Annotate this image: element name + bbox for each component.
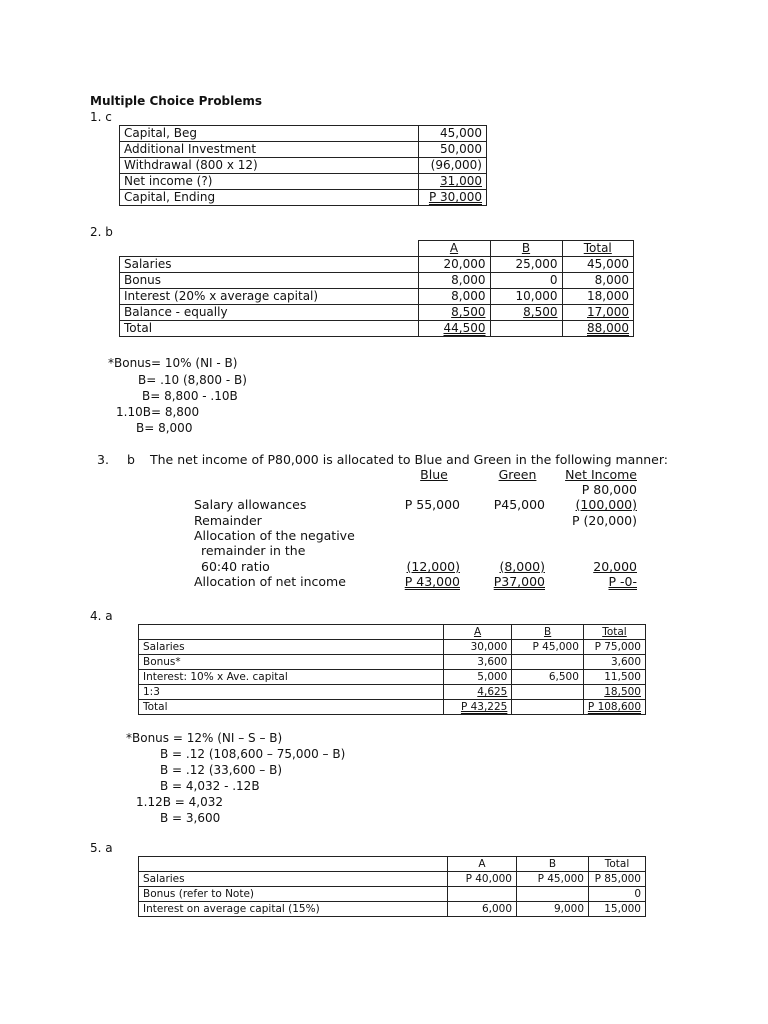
p3-row-net: (100,000) [575, 497, 637, 512]
p3-header-net: Net Income [565, 467, 637, 482]
table-row: Total P 43,225 P 108,600 [139, 700, 646, 715]
table-row: Salaries P 40,000 P 45,000 P 85,000 [139, 872, 646, 887]
table-row: A B Total [139, 857, 646, 872]
table-row: Interest: 10% x Ave. capital 5,000 6,500 11,500 [139, 670, 646, 685]
p3-top-total: P 80,000 [581, 482, 637, 497]
p4-note-2: B = .12 (108,600 – 75,000 – B) [160, 747, 346, 761]
p3-row-desc: remainder in the [201, 543, 306, 558]
p2-note-1: *Bonus= 10% (NI - B) [108, 356, 238, 370]
table-row: Bonus 8,000 0 8,000 [120, 273, 634, 289]
p2-note-2: B= .10 (8,800 - B) [138, 373, 247, 387]
p3-row-net: 20,000 [593, 559, 637, 574]
p4-note-5: 1.12B = 4,032 [136, 795, 223, 809]
table-row: A B Total [120, 241, 634, 257]
p3-row-desc: Allocation of the negative [194, 528, 355, 543]
p3-row-desc: 60:40 ratio [201, 559, 270, 574]
p3-row-blue: (12,000) [406, 559, 460, 574]
p2-note-5: B= 8,000 [136, 421, 193, 435]
p3-row-green: P37,000 [493, 574, 545, 589]
problem-4-label: 4. a [90, 609, 113, 623]
problem-3-intro: The net income of P80,000 is allocated to Blue and Green in the following manner: [150, 452, 668, 467]
problem-1-table [119, 125, 487, 206]
table-row: A B Total [139, 625, 646, 640]
problem-5-label: 5. a [90, 841, 113, 855]
p2-note-4: 1.10B= 8,800 [116, 405, 200, 419]
p4-note-6: B = 3,600 [160, 811, 221, 825]
p4-note-3: B = .12 (33,600 – B) [160, 763, 283, 777]
table-row: Bonus* 3,600 3,600 [139, 655, 646, 670]
table-row: Total 44,500 88,000 [120, 321, 634, 337]
p3-row-blue: P 55,000 [404, 497, 460, 512]
page-heading: Multiple Choice Problems [90, 94, 263, 108]
table-row: Additional Investment 50,000 [120, 142, 487, 158]
p3-row-net: P -0- [608, 574, 637, 589]
p3-row-green: P45,000 [493, 497, 545, 512]
table-row: Capital, Ending P 30,000 [120, 190, 487, 206]
problem-3-answer: b [127, 452, 135, 467]
p3-header-blue: Blue [420, 467, 448, 482]
problem-2-label: 2. b [90, 225, 113, 239]
p4-note-1: *Bonus = 12% (NI – S – B) [126, 731, 283, 745]
table-row: Bonus (refer to Note) 0 [139, 887, 646, 902]
p3-row-green: (8,000) [499, 559, 545, 574]
table-row: Capital, Beg 45,000 [120, 126, 487, 142]
problem-2-table [119, 240, 634, 337]
p2-note-3: B= 8,800 - .10B [142, 389, 238, 403]
p3-row-desc: Salary allowances [194, 497, 307, 512]
problem-3-number: 3. [97, 452, 109, 467]
table-row: Salaries 30,000 P 45,000 P 75,000 [139, 640, 646, 655]
p3-row-desc: Allocation of net income [194, 574, 346, 589]
problem-5-table [138, 856, 646, 917]
p3-row-net: P (20,000) [571, 513, 637, 528]
problem-4-table [138, 624, 646, 715]
table-row: Balance - equally 8,500 8,500 17,000 [120, 305, 634, 321]
problem-1-label: 1. c [90, 110, 112, 124]
table-row: Withdrawal (800 x 12) (96,000) [120, 158, 487, 174]
table-row: 1:3 4,625 18,500 [139, 685, 646, 700]
p3-row-blue: P 43,000 [404, 574, 460, 589]
table-row: Interest on average capital (15%) 6,000 9,000 15,000 [139, 902, 646, 917]
table-row: Net income (?) 31,000 [120, 174, 487, 190]
p4-note-4: B = 4,032 - .12B [160, 779, 260, 793]
table-row: Interest (20% x average capital) 8,000 10,000 18,000 [120, 289, 634, 305]
p3-header-green: Green [498, 467, 537, 482]
p3-row-desc: Remainder [194, 513, 262, 528]
table-row: Salaries 20,000 25,000 45,000 [120, 257, 634, 273]
